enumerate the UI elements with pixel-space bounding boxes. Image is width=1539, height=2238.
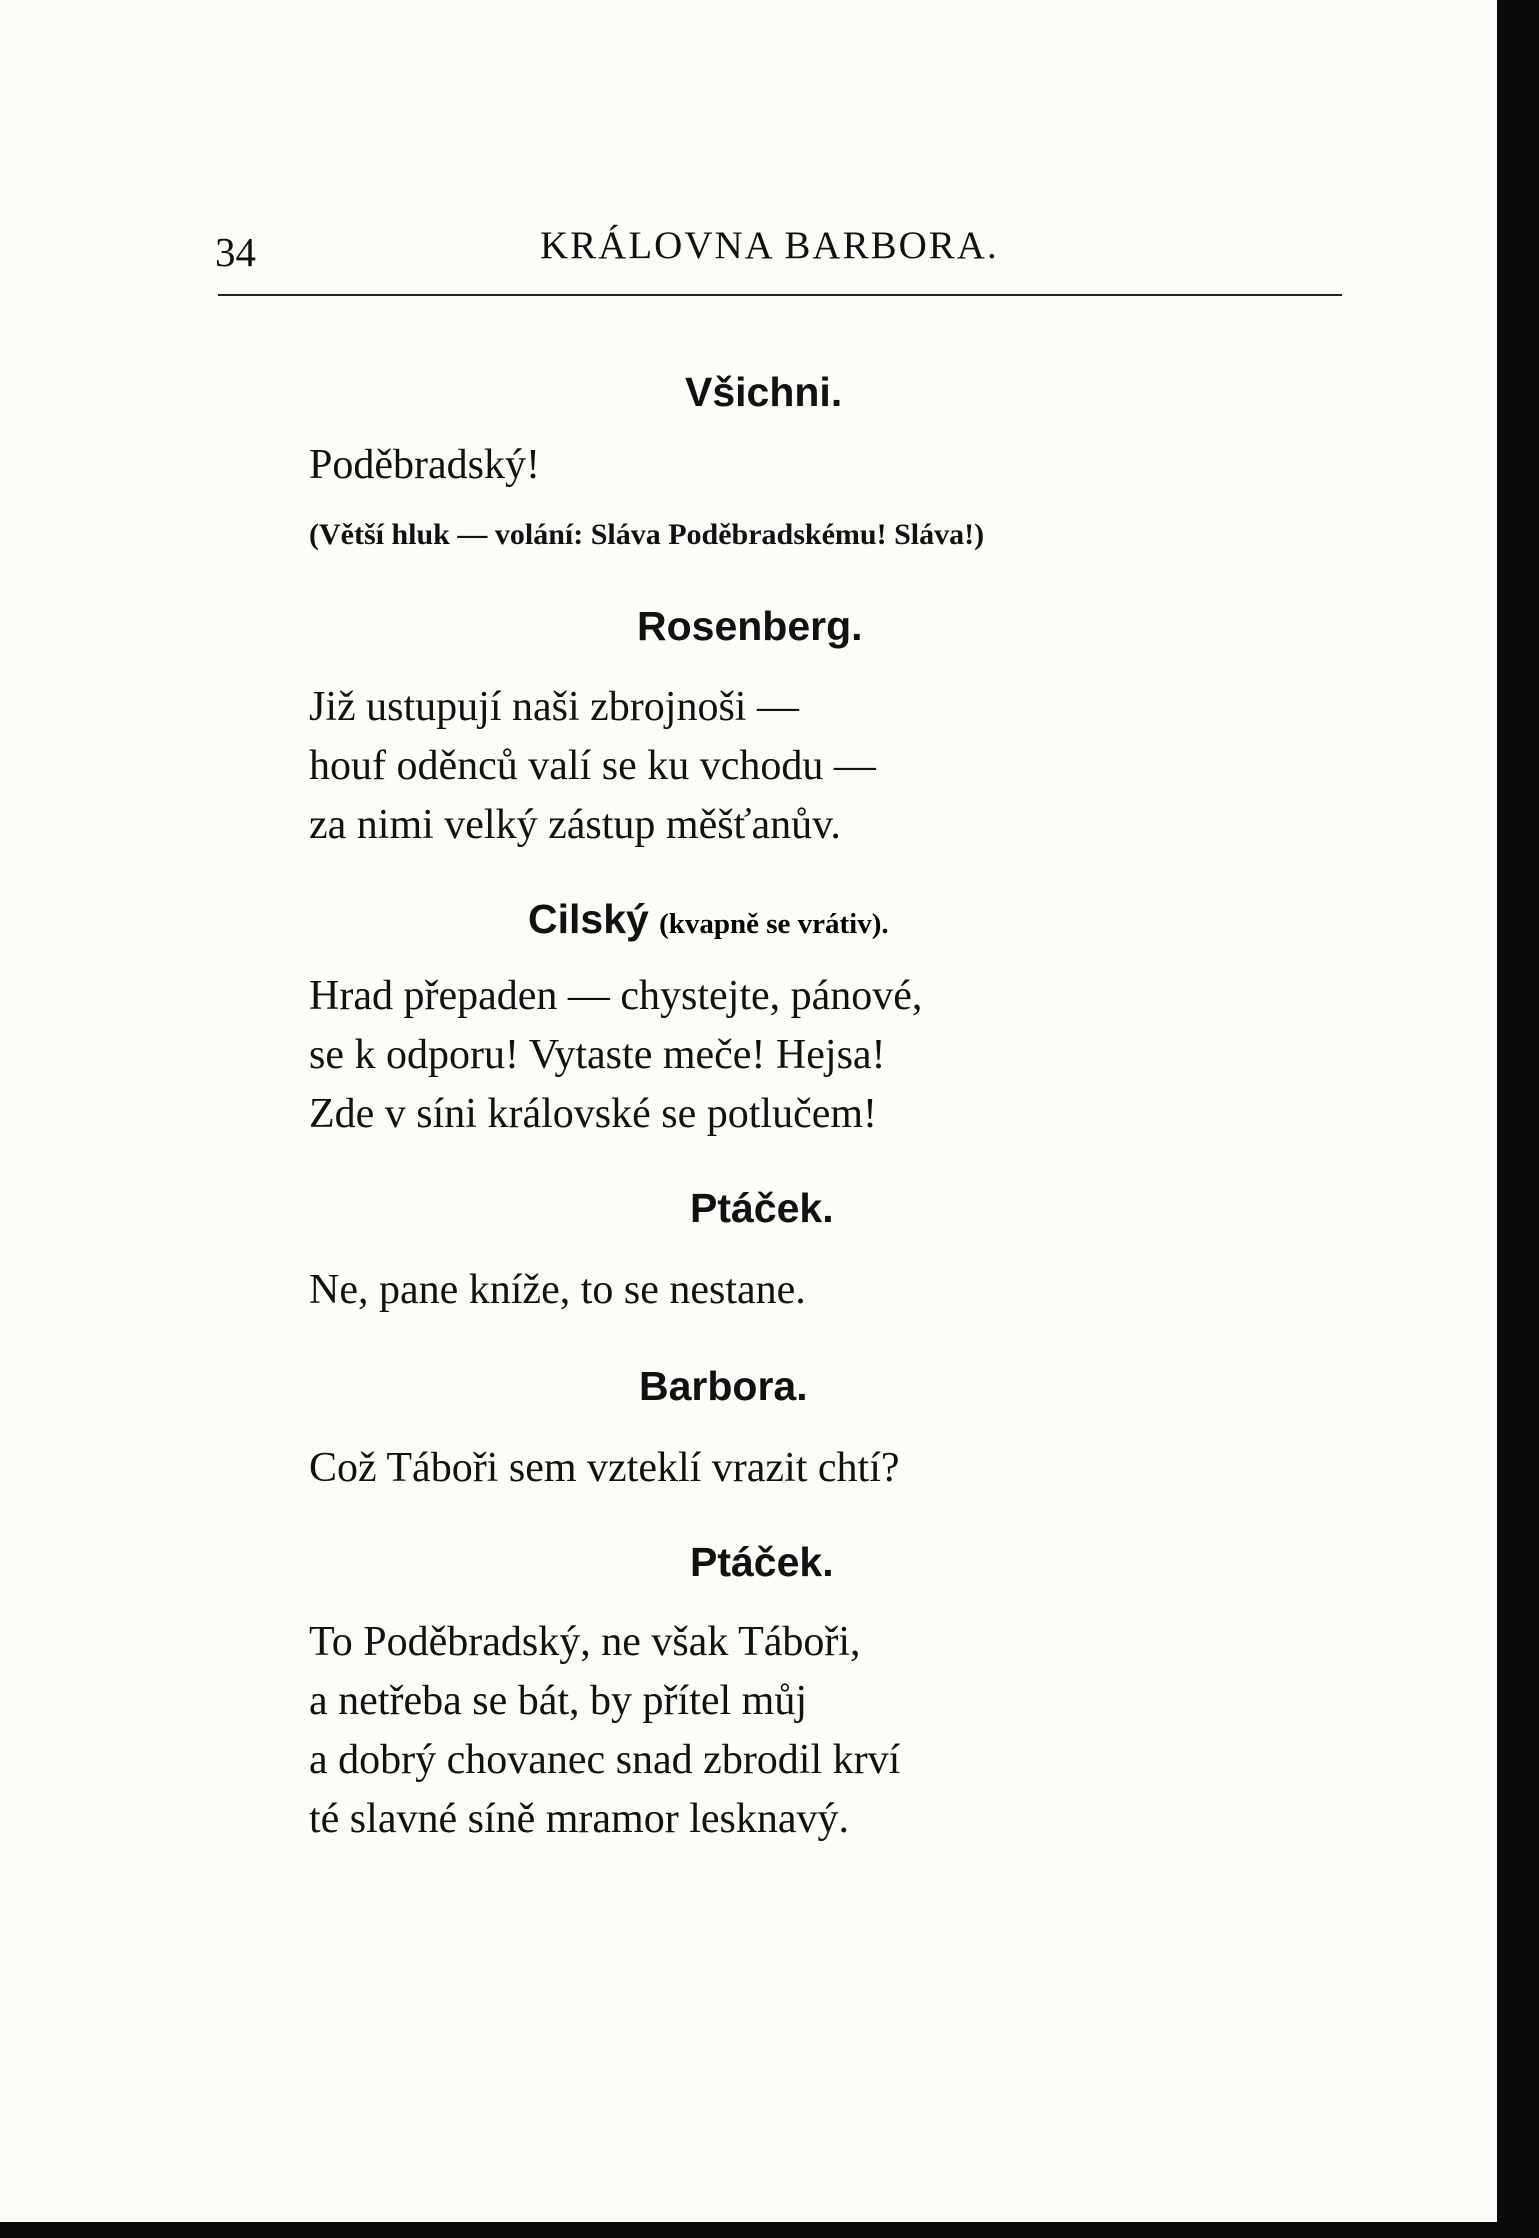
- dialogue-line: té slavné síně mramor lesknavý.: [309, 1796, 850, 1842]
- scan-border-right: [1497, 0, 1539, 2238]
- speaker-heading: Ptáček.: [690, 1185, 834, 1231]
- dialogue-line: Hrad přepaden — chystejte, pánové,: [309, 973, 923, 1019]
- dialogue-line: Poděbradský!: [309, 442, 540, 488]
- speaker-heading: Barbora.: [639, 1363, 808, 1409]
- scan-border-bottom: [0, 2222, 1539, 2238]
- dialogue-line: Což Táboři sem vzteklí vrazit chtí?: [309, 1445, 900, 1491]
- page-number: 34: [215, 229, 256, 275]
- dialogue-line: Ne, pane kníže, to se nestane.: [309, 1267, 806, 1313]
- dialogue-line: se k odporu! Vytaste meče! Hejsa!: [309, 1032, 886, 1078]
- speaker-heading: Ptáček.: [690, 1539, 834, 1585]
- stage-direction-inline: (kvapně se vrátiv).: [659, 908, 889, 940]
- running-title: KRÁLOVNA BARBORA.: [540, 224, 999, 267]
- speaker-heading: Rosenberg.: [637, 603, 863, 649]
- dialogue-line: Zde v síni královské se potlučem!: [309, 1091, 878, 1137]
- dialogue-line: Již ustupují naši zbrojnoši —: [309, 684, 799, 730]
- stage-direction: (Větší hluk — volání: Sláva Poděbradskému! Sláva!): [309, 518, 985, 551]
- dialogue-line: houf oděnců valí se ku vchodu —: [309, 743, 876, 789]
- dialogue-line: To Poděbradský, ne však Táboři,: [309, 1619, 861, 1665]
- header-rule: [218, 294, 1342, 296]
- dialogue-line: za nimi velký zástup měšťanův.: [309, 802, 841, 848]
- speaker-heading-with-stage: [528, 894, 889, 949]
- speaker-heading: Všichni.: [685, 369, 843, 415]
- dialogue-line: a dobrý chovanec snad zbrodil krví: [309, 1737, 901, 1783]
- dialogue-line: a netřeba se bát, by přítel můj: [309, 1678, 807, 1724]
- speaker-name: Cilský: [528, 896, 649, 942]
